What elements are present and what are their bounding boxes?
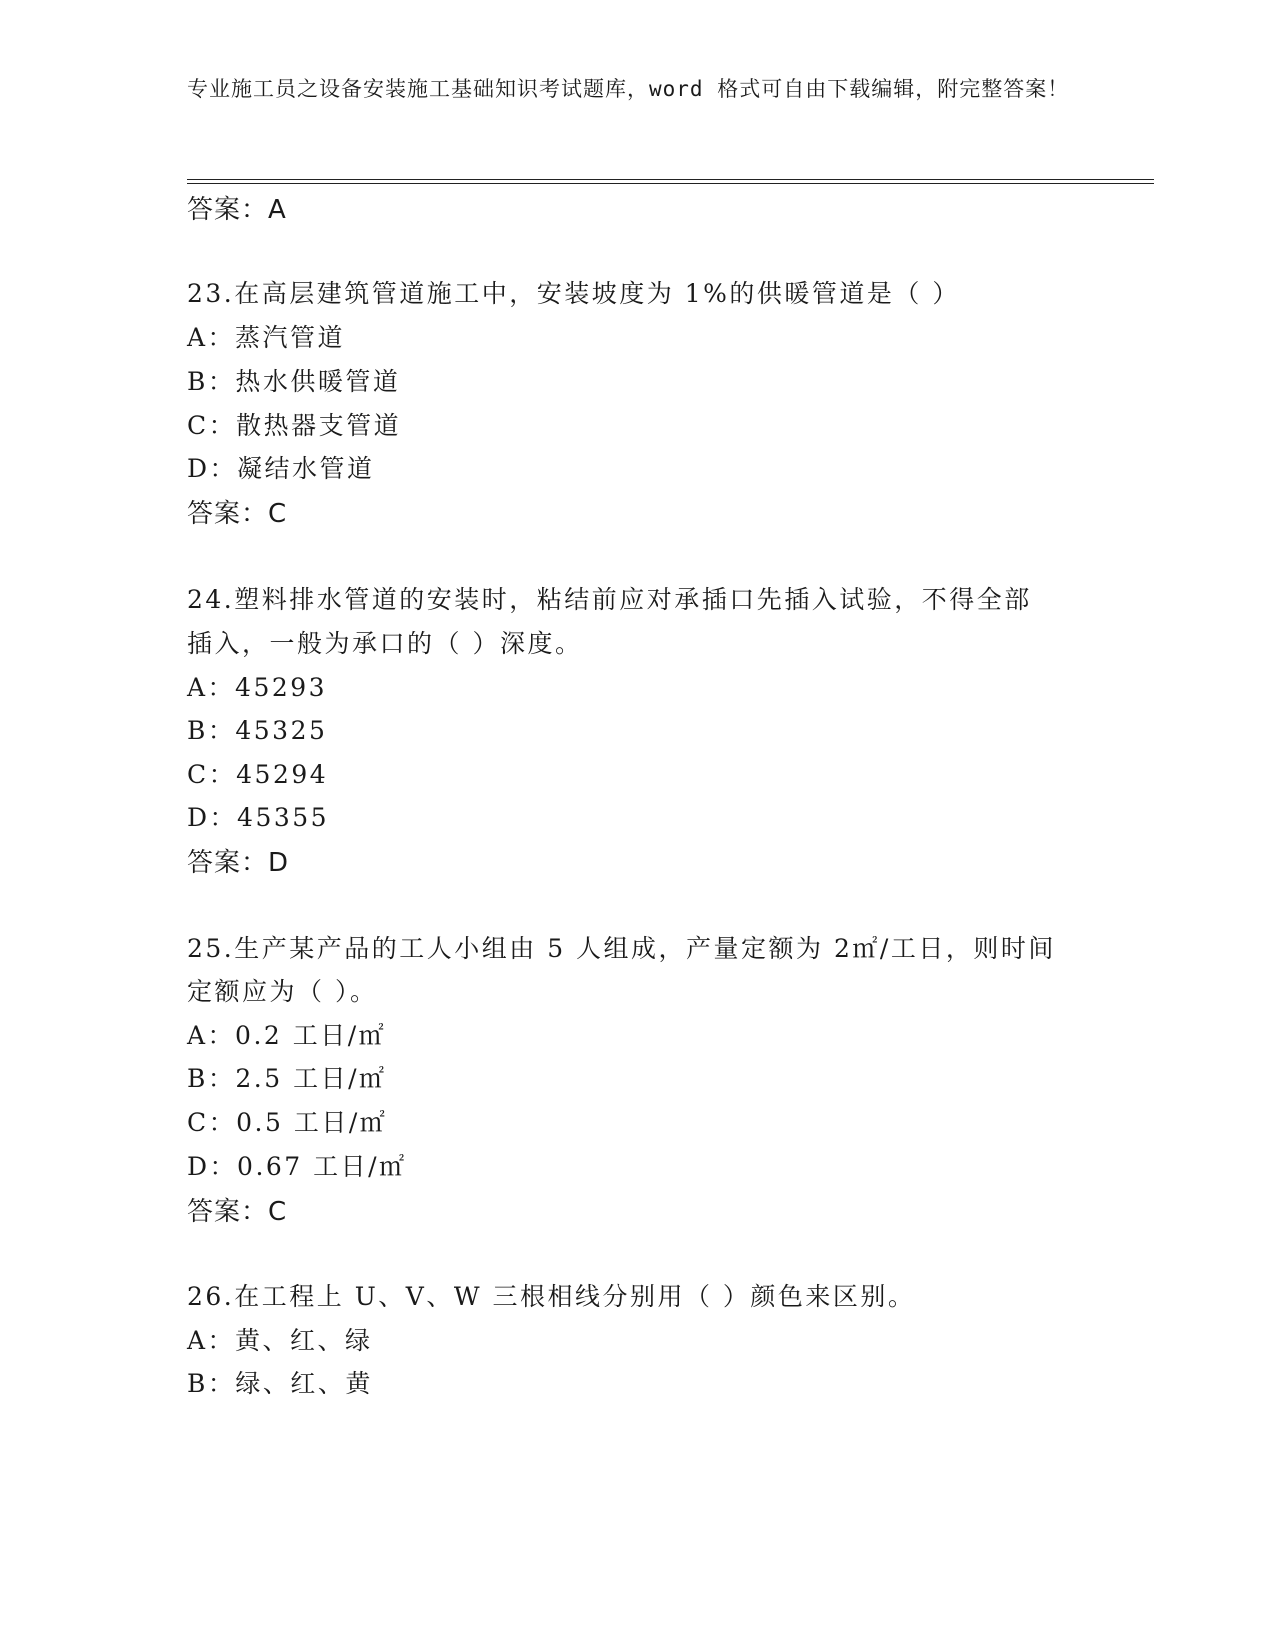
question-26-option-b: B：绿、红、黄 xyxy=(187,1369,373,1398)
question-24-option-a: A：45293 xyxy=(187,673,328,702)
question-25-stem-line-2: 定额应为（ ）。 xyxy=(187,977,378,1006)
question-24-option-c: C：45294 xyxy=(187,760,329,789)
question-25-answer: 答案：C xyxy=(187,1197,288,1227)
question-23-option-b: B：热水供暖管道 xyxy=(187,367,401,396)
question-23-option-c: C：散热器支管道 xyxy=(187,411,402,440)
question-24-stem-line-1: 24.塑料排水管道的安装时，粘结前应对承插口先插入试验，不得全部 xyxy=(187,585,1032,614)
document-header: 专业施工员之设备安装施工基础知识考试题库，word 格式可自由下载编辑，附完整答案！ xyxy=(187,77,1070,101)
question-25-stem-line-1: 25.生产某产品的工人小组由 5 人组成，产量定额为 2㎡/工日，则时间 xyxy=(187,934,1056,963)
question-24-option-d: D：45355 xyxy=(187,803,330,832)
question-26-stem-line-1: 26.在工程上 U、V、W 三根相线分别用（ ）颜色来区别。 xyxy=(187,1282,916,1311)
question-25-option-a: A：0.2 工日/㎡ xyxy=(187,1021,387,1050)
question-25-option-b: B：2.5 工日/㎡ xyxy=(187,1064,387,1093)
question-23-stem-line-1: 23.在高层建筑管道施工中，安装坡度为 1%的供暖管道是（ ） xyxy=(187,279,960,308)
question-24-option-b: B：45325 xyxy=(187,716,328,745)
question-23-option-d: D：凝结水管道 xyxy=(187,454,375,483)
question-25-option-c: C：0.5 工日/㎡ xyxy=(187,1108,388,1137)
question-24-answer: 答案：D xyxy=(187,848,290,878)
question-25-option-d: D：0.67 工日/㎡ xyxy=(187,1152,407,1181)
answer-prev: 答案：A xyxy=(187,195,287,225)
question-23-answer: 答案：C xyxy=(187,499,288,529)
header-rule-bottom xyxy=(187,183,1154,184)
question-23-option-a: A：蒸汽管道 xyxy=(187,323,346,352)
question-26-option-a: A：黄、红、绿 xyxy=(187,1326,373,1355)
header-rule-top xyxy=(187,179,1154,180)
question-24-stem-line-2: 插入，一般为承口的（ ）深度。 xyxy=(187,629,583,658)
